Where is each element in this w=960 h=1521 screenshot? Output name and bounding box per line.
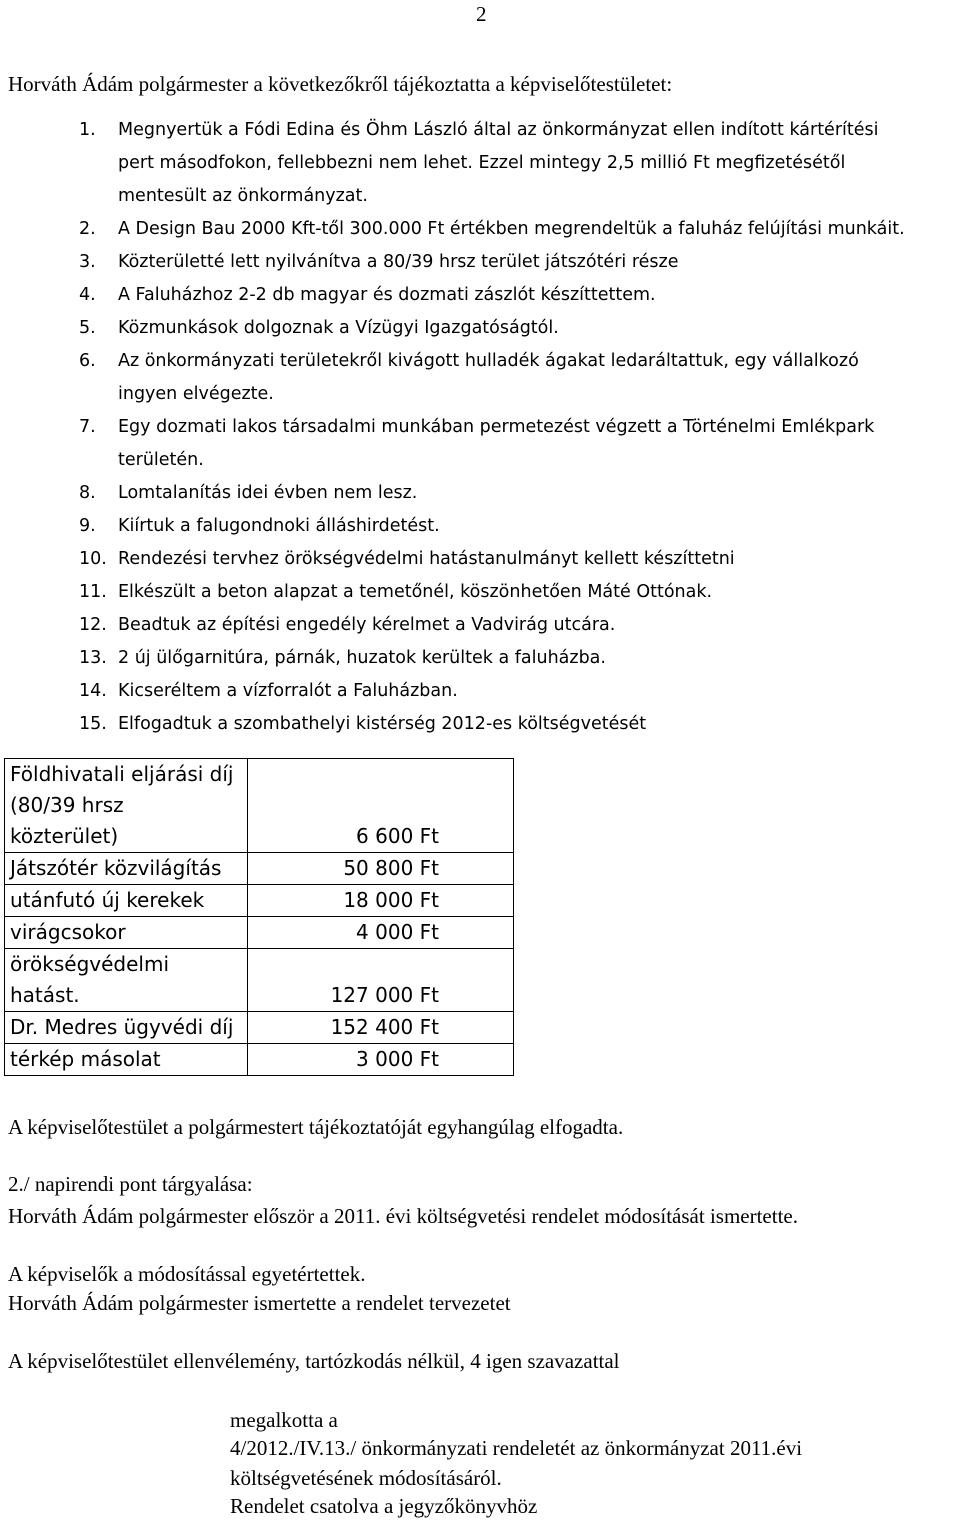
cost-amount: 3 000 Ft (248, 1044, 514, 1076)
cost-label-cell (5, 917, 248, 949)
cost-amount: 6 600 Ft (248, 759, 514, 853)
cost-label: Dr. Medres ügyvédi díj (10, 1015, 234, 1039)
decree-line-1: 4/2012./IV.13./ önkormányzati rendeletét az önkormányzat 2011.évi (230, 1436, 803, 1460)
list-item-number: 12. (79, 615, 107, 635)
table-row (5, 759, 514, 853)
list-item-number: 10. (79, 549, 107, 569)
list-item (0, 675, 928, 708)
list-item-text: ingyen elvégezte. (118, 384, 274, 404)
cost-label-cell (5, 759, 248, 853)
list-item-number: 6. (79, 351, 96, 371)
list-item (0, 543, 928, 576)
presentation-paragraph: Horváth Ádám polgármester először a 2011. évi költségvetési rendelet módosítását ismertette. (8, 1204, 798, 1228)
list-item (0, 213, 928, 246)
list-item-number: 5. (79, 318, 96, 338)
list-item-text: Elfogadtuk a szombathelyi kistérség 2012-es költségvetését (118, 714, 647, 734)
list-item-text: Kiírtuk a falugondnoki álláshirdetést. (118, 516, 440, 536)
list-item-number: 1. (79, 120, 96, 140)
cost-label: térkép másolat (10, 1047, 161, 1071)
cost-label: utánfutó új kerekek (10, 888, 205, 912)
cost-label-cell (5, 1044, 248, 1076)
costs-table (4, 758, 514, 1076)
list-item (0, 708, 928, 741)
list-item (0, 477, 928, 510)
list-item-text: mentesült az önkormányzat. (118, 186, 368, 206)
list-item-text: Közterületté lett nyilvánítva a 80/39 hrsz terület játszótéri része (118, 252, 679, 272)
list-item-text: Egy dozmati lakos társadalmi munkában permetezést végzett a Történelmi Emlékpark (118, 417, 875, 437)
list-item-text: Kicseréltem a vízforralót a Faluházban. (118, 681, 458, 701)
list-item (0, 312, 928, 345)
vote-statement: A képviselőtestület ellenvélemény, tartózkodás nélkül, 4 igen szavazattal (8, 1349, 620, 1373)
enacted-line: megalkotta a (230, 1408, 338, 1432)
list-item-number: 11. (79, 582, 107, 602)
report-items-list (0, 114, 960, 741)
acceptance-statement: A képviselőtestület a polgármestert tájékoztatóját egyhangúlag elfogadta. (8, 1115, 624, 1139)
cost-amount: 4 000 Ft (248, 917, 514, 949)
table-row (5, 1012, 514, 1044)
list-item-number: 14. (79, 681, 107, 701)
decree-line-2: költségvetésének módosításáról. (230, 1466, 502, 1490)
cost-label-cell (5, 853, 248, 885)
agenda-heading: 2./ napirendi pont tárgyalása: (8, 1172, 253, 1196)
cost-label: (80/39 hrsz (10, 793, 124, 817)
list-item-text: A Faluházhoz 2-2 db magyar és dozmati zászlót készíttettem. (118, 285, 656, 305)
table-row (5, 853, 514, 885)
cost-label: közterület) (10, 824, 119, 848)
list-item-text: Megnyertük a Fódi Edina és Öhm László által az önkormányzat ellen indított kártérítési (118, 120, 879, 140)
list-item-number: 4. (79, 285, 96, 305)
cost-label-cell (5, 885, 248, 917)
list-item-text: pert másodfokon, fellebbezni nem lehet. Ezzel mintegy 2,5 millió Ft megfizetésétől (118, 153, 846, 173)
list-item-text: A Design Bau 2000 Kft-től 300.000 Ft értékben megrendeltük a faluház felújítási munkáit. (118, 219, 905, 239)
list-item-number: 9. (79, 516, 96, 536)
cost-label: Földhivatali eljárási díj (10, 762, 234, 786)
cost-label: virágcsokor (10, 920, 126, 944)
cost-label: örökségvédelmi (10, 952, 169, 976)
list-item-text: területén. (118, 450, 204, 470)
list-item-number: 15. (79, 714, 107, 734)
list-item (0, 609, 928, 642)
list-item-number: 2. (79, 219, 96, 239)
cost-label: hatást. (10, 983, 80, 1007)
agreement-statement: A képviselők a módosítással egyetértettek. (8, 1262, 366, 1286)
list-item-number: 3. (79, 252, 96, 272)
table-row (5, 1044, 514, 1076)
list-item-text: Az önkormányzati területekről kivágott hulladék ágakat ledaráltattuk, egy vállalkozó (118, 351, 859, 371)
list-item (0, 279, 928, 312)
list-item (0, 114, 928, 213)
list-item-text: Közmunkások dolgoznak a Vízügyi Igazgatóságtól. (118, 318, 559, 338)
list-item-text: Lomtalanítás idei évben nem lesz. (118, 483, 418, 503)
cost-amount: 18 000 Ft (248, 885, 514, 917)
list-item-number: 13. (79, 648, 107, 668)
list-item (0, 642, 928, 675)
page-number: 2 (476, 2, 487, 26)
cost-label-cell (5, 949, 248, 1012)
list-item (0, 345, 928, 411)
cost-label: Játszótér közvilágítás (10, 856, 222, 880)
list-item (0, 246, 928, 279)
list-item (0, 510, 928, 543)
cost-amount: 50 800 Ft (248, 853, 514, 885)
intro-paragraph: Horváth Ádám polgármester a következőkről tájékoztatta a képviselőtestületet: (8, 72, 673, 96)
draft-statement: Horváth Ádám polgármester ismertette a rendelet tervezetet (8, 1291, 511, 1315)
table-row (5, 885, 514, 917)
table-row (5, 917, 514, 949)
table-row (5, 949, 514, 1012)
cost-amount: 152 400 Ft (248, 1012, 514, 1044)
list-item-text: Beadtuk az építési engedély kérelmet a Vadvirág utcára. (118, 615, 616, 635)
list-item-number: 8. (79, 483, 96, 503)
list-item (0, 576, 928, 609)
list-item-text: 2 új ülőgarnitúra, párnák, huzatok kerültek a faluházba. (118, 648, 606, 668)
list-item (0, 411, 928, 477)
list-item-text: Rendezési tervhez örökségvédelmi hatástanulmányt kellett készíttetni (118, 549, 735, 569)
attachment-note: Rendelet csatolva a jegyzőkönyvhöz (230, 1494, 538, 1518)
list-item-number: 7. (79, 417, 96, 437)
cost-label-cell (5, 1012, 248, 1044)
cost-amount: 127 000 Ft (248, 949, 514, 1012)
list-item-text: Elkészült a beton alapzat a temetőnél, köszönhetően Máté Ottónak. (118, 582, 713, 602)
